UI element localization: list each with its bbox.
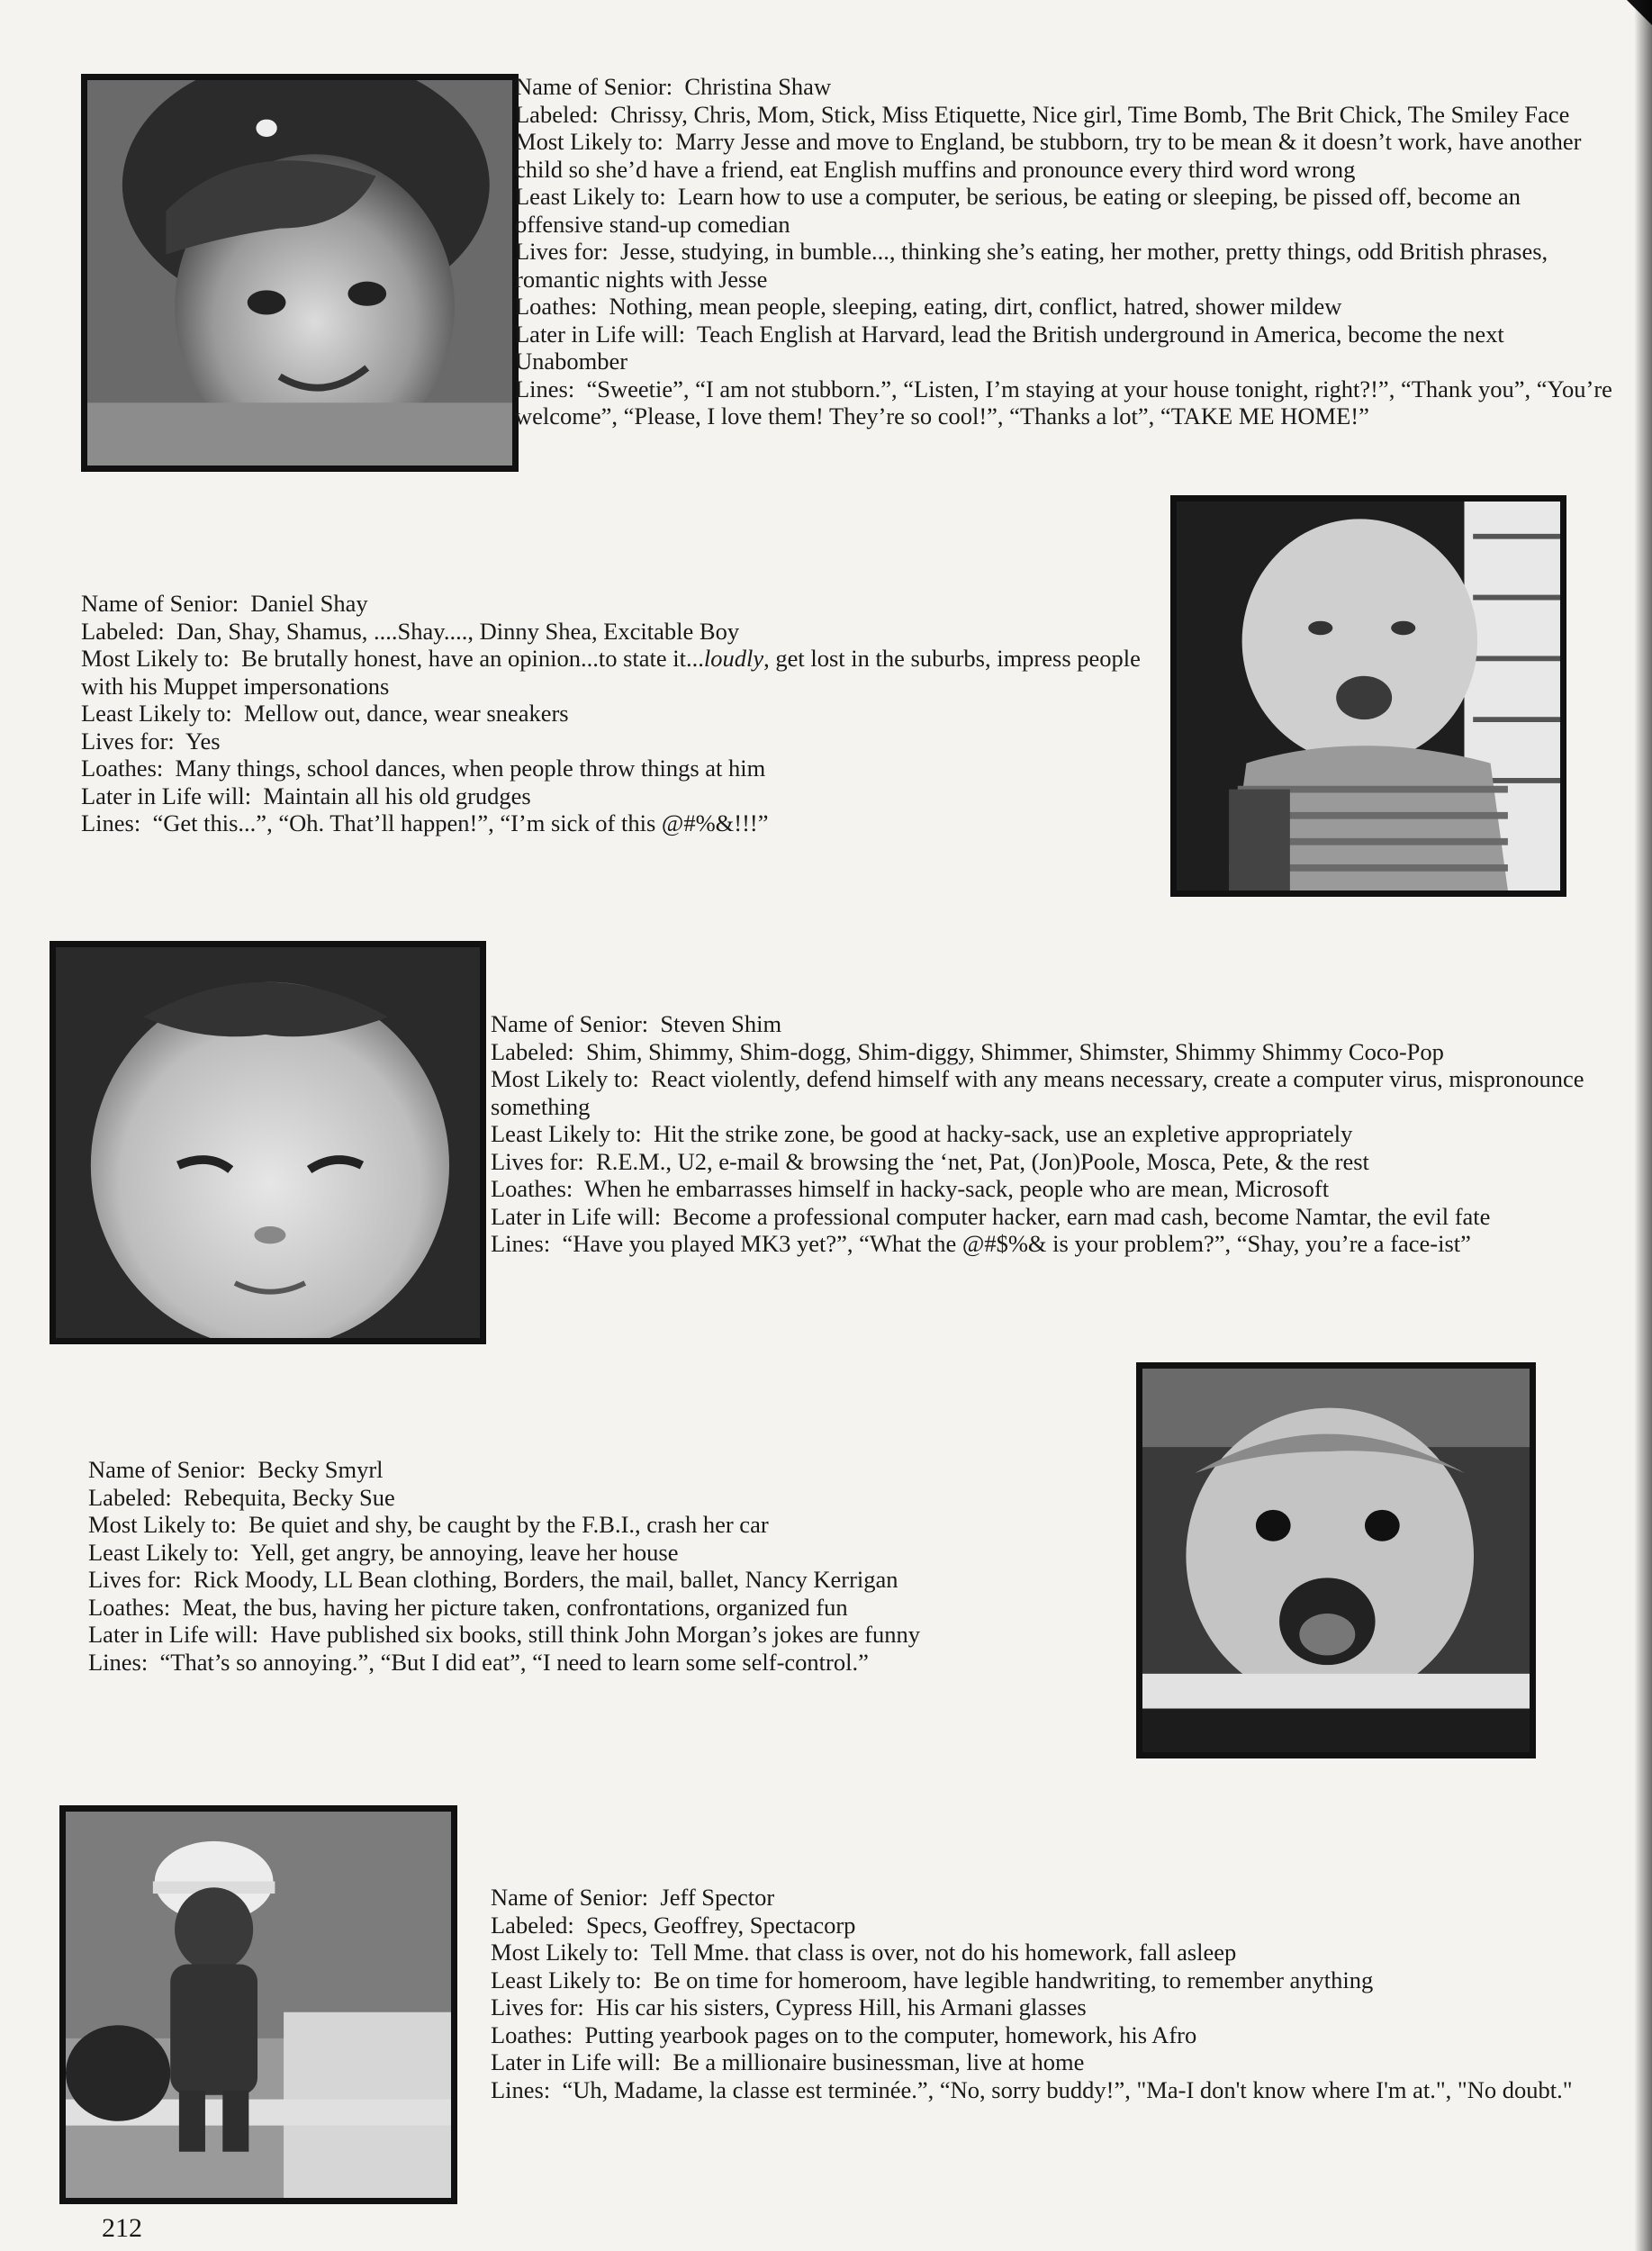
- labeled-line: Labeled: Rebequita, Becky Sue: [88, 1483, 395, 1511]
- most-likely-line: Most Likely to: Marry Jesse and move to England, be stubborn, try to be mean & it doesn’t work, have another child so she’d have a friend, eat English muffins and pronounce every third word wrong: [515, 128, 1582, 183]
- page-binding-shadow: [1634, 0, 1652, 2251]
- baby-photo-image: [66, 1812, 451, 2198]
- photo-steven-shim: [50, 941, 486, 1344]
- senior-name: Steven Shim: [660, 1010, 782, 1037]
- most-likely-line: Most Likely to: Be brutally honest, have an opinion...to state it...loudly, get lost in the suburbs, impress people with his Muppet impersonations: [81, 645, 1141, 700]
- photo-christina-shaw: [81, 74, 519, 472]
- name-line: Name of Senior: Becky Smyrl: [88, 1456, 384, 1483]
- senior-name: Becky Smyrl: [257, 1456, 384, 1483]
- most-likely-value-rest: , get lost in the suburbs, impress people with his Muppet impersonations: [81, 645, 1141, 700]
- senior-name: Christina Shaw: [684, 73, 832, 100]
- lives-for-line: Lives for: His car his sisters, Cypress Hill, his Armani glasses: [491, 1993, 1087, 2020]
- least-likely-line: Least Likely to: Learn how to use a computer, be serious, be eating or sleeping, be pissed off, become an offensive stand-up comedian: [515, 183, 1521, 238]
- photo-daniel-shay: [1170, 495, 1566, 897]
- lines-line: Lines: “Uh, Madame, la classe est terminée.”, “No, sorry buddy!”, "Ma-I don't know where I'm at.", "No doubt.": [491, 2075, 1573, 2103]
- lines-value: “Get this...”, “Oh. That’ll happen!”, “I’m sick of this @#%&!!!”: [152, 809, 769, 836]
- photo-jeff-spector: [59, 1805, 457, 2204]
- lives-for-line: Lives for: Yes: [81, 727, 221, 755]
- loathes-line: Loathes: Putting yearbook pages on to the computer, homework, his Afro: [491, 2020, 1197, 2048]
- senior-entry-jeff-spector: [491, 1884, 1616, 2103]
- most-likely-emphasis: loudly: [703, 645, 764, 672]
- most-likely-value: Tell Mme. that class is over, not do his homework, fall asleep: [650, 1939, 1237, 1966]
- lines-line: Lines: “Get this...”, “Oh. That’ll happen!”, “I’m sick of this @#%&!!!”: [81, 809, 769, 836]
- least-likely-value: Yell, get angry, be annoying, leave her house: [250, 1538, 679, 1566]
- senior-entry-christina-shaw: [515, 73, 1613, 430]
- lines-value: “Sweetie”, “I am not stubborn.”, “Listen, I’m staying at your house tonight, right?!”, “Thank you”, “You’re welcome”, “Please, I love them! They’re so cool!”, “Thanks a lot”, “TAKE ME HOME!”: [515, 375, 1612, 429]
- name-line: Name of Senior: Daniel Shay: [81, 590, 368, 617]
- least-likely-line: Least Likely to: Hit the strike zone, be good at hacky-sack, use an expletive appropriately: [491, 1120, 1353, 1147]
- name-line: Name of Senior: Jeff Spector: [491, 1884, 775, 1911]
- lives-for-value: His car his sisters, Cypress Hill, his Armani glasses: [596, 1993, 1087, 2020]
- senior-entry-daniel-shay: [81, 590, 1161, 837]
- later-in-life-line: Later in Life will: Teach English at Harvard, lead the British underground in America, become the next Unabomber: [515, 320, 1504, 375]
- least-likely-line: Least Likely to: Mellow out, dance, wear sneakers: [81, 700, 569, 727]
- loathes-value: Meat, the bus, having her picture taken, confrontations, organized fun: [182, 1593, 848, 1621]
- labeled-line: Labeled: Specs, Geoffrey, Spectacorp: [491, 1911, 856, 1939]
- least-likely-value: Be on time for homeroom, have legible handwriting, to remember anything: [654, 1966, 1374, 1993]
- lives-for-line: Lives for: Jesse, studying, in bumble..., thinking she’s eating, her mother, pretty things, odd British phrases, romantic nights with Jesse: [515, 238, 1548, 293]
- loathes-value: Putting yearbook pages on to the computer, homework, his Afro: [584, 2020, 1197, 2048]
- most-likely-line: Most Likely to: Be quiet and shy, be caught by the F.B.I., crash her car: [88, 1511, 769, 1538]
- most-likely-value: React violently, defend himself with any means necessary, create a computer virus, mispronounce something: [491, 1065, 1584, 1120]
- senior-name: Daniel Shay: [250, 590, 368, 617]
- later-in-life-line: Later in Life will: Maintain all his old grudges: [81, 782, 531, 809]
- most-likely-value: Be brutally honest, have an opinion...to state it...: [241, 645, 704, 672]
- labeled-line: Labeled: Chrissy, Chris, Mom, Stick, Miss Etiquette, Nice girl, Time Bomb, The Brit Chick, The Smiley Face: [515, 100, 1570, 128]
- later-in-life-value: Become a professional computer hacker, earn mad cash, become Namtar, the evil fate: [673, 1202, 1491, 1230]
- name-line: Name of Senior: Christina Shaw: [515, 73, 832, 100]
- later-in-life-line: Later in Life will: Be a millionaire businessman, live at home: [491, 2048, 1085, 2075]
- lives-for-value: Yes: [185, 727, 221, 755]
- loathes-value: Many things, school dances, when people throw things at him: [175, 755, 766, 782]
- least-likely-line: Least Likely to: Be on time for homeroom, have legible handwriting, to remember anything: [491, 1966, 1374, 1993]
- lines-line: Lines: “That’s so annoying.”, “But I did eat”, “I need to learn some self-control.”: [88, 1648, 869, 1676]
- baby-photo-image: [1177, 502, 1560, 890]
- baby-photo-image: [87, 80, 512, 466]
- senior-entry-steven-shim: [491, 1010, 1616, 1258]
- later-in-life-value: Be a millionaire businessman, live at home: [673, 2048, 1085, 2075]
- page-number: 212: [102, 2213, 142, 2243]
- lives-for-line: Lives for: R.E.M., U2, e-mail & browsing the ‘net, Pat, (Jon)Poole, Mosca, Pete, & the rest: [491, 1147, 1369, 1175]
- labeled-line: Labeled: Shim, Shimmy, Shim-dogg, Shim-diggy, Shimmer, Shimster, Shimmy Shimmy Coco-Pop: [491, 1037, 1444, 1065]
- loathes-line: Loathes: Meat, the bus, having her picture taken, confrontations, organized fun: [88, 1593, 848, 1621]
- later-in-life-line: Later in Life will: Become a professional computer hacker, earn mad cash, become Namtar, the evil fate: [491, 1202, 1491, 1230]
- lives-for-value: Jesse, studying, in bumble..., thinking she’s eating, her mother, pretty things, odd British phrases, romantic nights with Jesse: [515, 238, 1548, 293]
- senior-name: Jeff Spector: [660, 1884, 775, 1911]
- labeled-value: Chrissy, Chris, Mom, Stick, Miss Etiquette, Nice girl, Time Bomb, The Brit Chick, The Smiley Face: [609, 100, 1570, 128]
- least-likely-value: Hit the strike zone, be good at hacky-sack, use an expletive appropriately: [654, 1120, 1353, 1147]
- lives-for-value: Rick Moody, LL Bean clothing, Borders, the mail, ballet, Nancy Kerrigan: [194, 1566, 898, 1593]
- labeled-value: Specs, Geoffrey, Spectacorp: [585, 1911, 856, 1939]
- least-likely-value: Mellow out, dance, wear sneakers: [244, 700, 569, 727]
- later-in-life-value: Have published six books, still think John Morgan’s jokes are funny: [270, 1621, 920, 1648]
- later-in-life-value: Maintain all his old grudges: [263, 782, 531, 809]
- lines-value: “That’s so annoying.”, “But I did eat”, “I need to learn some self-control.”: [159, 1648, 869, 1676]
- loathes-value: Nothing, mean people, sleeping, eating, dirt, conflict, hatred, shower mildew: [609, 293, 1342, 320]
- most-likely-line: Most Likely to: React violently, defend himself with any means necessary, create a computer virus, mispronounce something: [491, 1065, 1584, 1120]
- lives-for-value: R.E.M., U2, e-mail & browsing the ‘net, Pat, (Jon)Poole, Mosca, Pete, & the rest: [596, 1147, 1369, 1175]
- loathes-line: Loathes: When he embarrasses himself in hacky-sack, people who are mean, Microsoft: [491, 1175, 1330, 1202]
- lives-for-line: Lives for: Rick Moody, LL Bean clothing, Borders, the mail, ballet, Nancy Kerrigan: [88, 1566, 898, 1593]
- labeled-value: Shim, Shimmy, Shim-dogg, Shim-diggy, Shimmer, Shimster, Shimmy Shimmy Coco-Pop: [585, 1037, 1444, 1065]
- lines-value: “Uh, Madame, la classe est terminée.”, “No, sorry buddy!”, "Ma-I don't know where I'm at.", "No doubt.": [562, 2075, 1573, 2103]
- labeled-line: Labeled: Dan, Shay, Shamus, ....Shay...., Dinny Shea, Excitable Boy: [81, 617, 740, 645]
- loathes-value: When he embarrasses himself in hacky-sack, people who are mean, Microsoft: [584, 1175, 1330, 1202]
- name-line: Name of Senior: Steven Shim: [491, 1010, 782, 1037]
- labeled-value: Dan, Shay, Shamus, ....Shay...., Dinny Shea, Excitable Boy: [176, 617, 740, 645]
- labeled-value: Rebequita, Becky Sue: [183, 1483, 395, 1511]
- most-likely-value: Be quiet and shy, be caught by the F.B.I., crash her car: [248, 1511, 769, 1538]
- lines-value: “Have you played MK3 yet?”, “What the @#$%& is your problem?”, “Shay, you’re a face-ist”: [562, 1230, 1471, 1257]
- most-likely-value: Marry Jesse and move to England, be stubborn, try to be mean & it doesn’t work, have another child so she’d have a friend, eat English muffins and pronounce every third word wrong: [515, 128, 1582, 183]
- most-likely-line: Most Likely to: Tell Mme. that class is over, not do his homework, fall asleep: [491, 1939, 1237, 1966]
- baby-photo-image: [1142, 1369, 1530, 1752]
- least-likely-value: Learn how to use a computer, be serious, be eating or sleeping, be pissed off, become an offensive stand-up comedian: [515, 183, 1521, 238]
- baby-photo-image: [56, 947, 480, 1338]
- later-in-life-value: Teach English at Harvard, lead the British underground in America, become the next Unabomber: [515, 320, 1504, 375]
- lines-line: Lines: “Have you played MK3 yet?”, “What the @#$%& is your problem?”, “Shay, you’re a face-ist”: [491, 1230, 1471, 1257]
- photo-becky-smyrl: [1136, 1362, 1536, 1758]
- loathes-line: Loathes: Many things, school dances, when people throw things at him: [81, 755, 766, 782]
- later-in-life-line: Later in Life will: Have published six books, still think John Morgan’s jokes are funny: [88, 1621, 920, 1648]
- least-likely-line: Least Likely to: Yell, get angry, be annoying, leave her house: [88, 1538, 679, 1566]
- lines-line: Lines: “Sweetie”, “I am not stubborn.”, “Listen, I’m staying at your house tonight, right?!”, “Thank you”, “You’re welcome”, “Please, I love them! They’re so cool!”, “Thanks a lot”, “TAKE ME HOME!”: [515, 375, 1612, 429]
- loathes-line: Loathes: Nothing, mean people, sleeping, eating, dirt, conflict, hatred, shower mildew: [515, 293, 1342, 320]
- senior-entry-becky-smyrl: [88, 1456, 1124, 1676]
